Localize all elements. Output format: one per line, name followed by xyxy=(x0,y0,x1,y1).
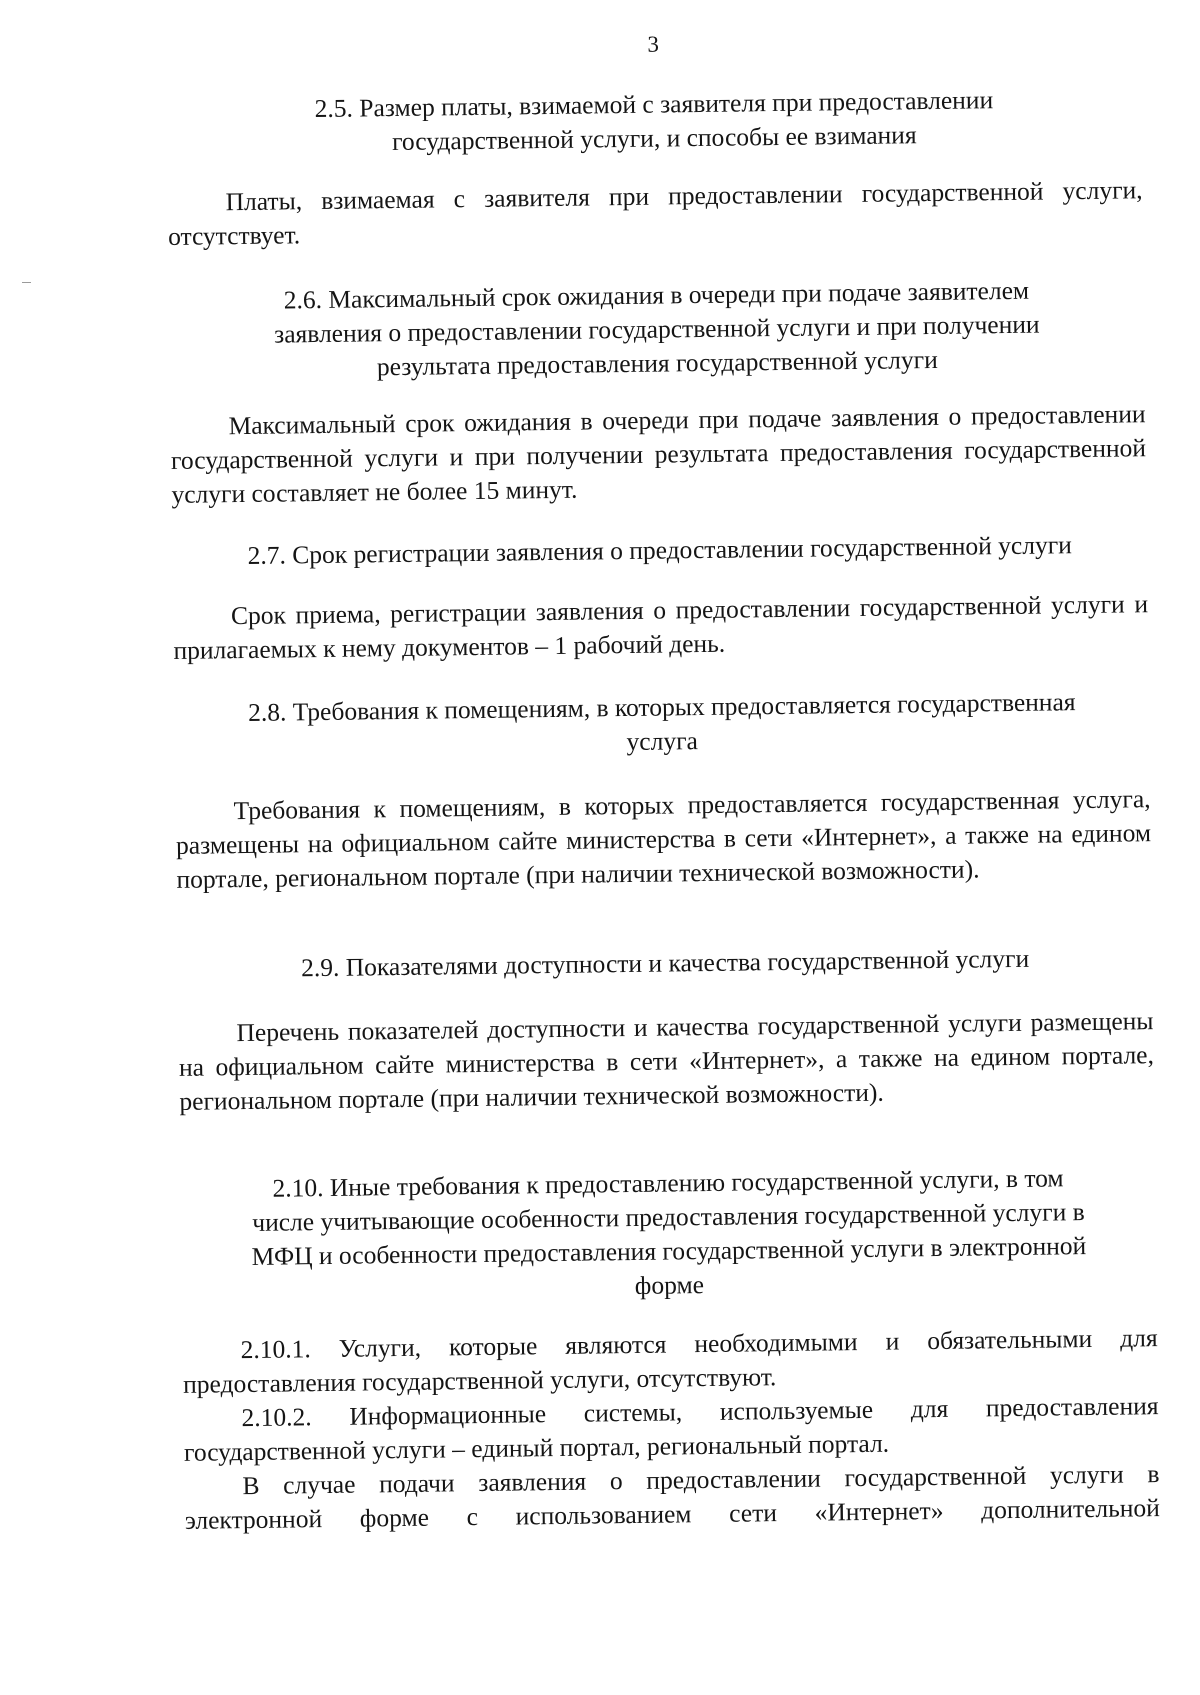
paragraph-2-10-1: 2.10.1. Услуги, которые являются необходимыми и обязательными для предоставления государственной услуги, отсутствуют. xyxy=(182,1323,1158,1399)
section-2-7-body xyxy=(173,587,1149,668)
heading-line: результата предоставления государственной услуги xyxy=(376,344,938,382)
heading-line: 2.10. Иные требования к предоставлению государственной услуги, в том xyxy=(272,1163,1064,1203)
section-2-8-body xyxy=(175,782,1151,897)
section-2-8-heading xyxy=(174,684,1150,765)
section-2-5-heading xyxy=(166,81,1142,162)
heading-line: МФЦ и особенности предоставления государственной услуги в электронной xyxy=(251,1231,1087,1271)
section-2-9-body xyxy=(178,1004,1154,1119)
paragraph: Платы, взимаемая с заявителя при предоставлении государственной услуги, отсутствует. xyxy=(167,175,1143,251)
heading-line: 2.5. Размер платы, взимаемой с заявителя при предоставлении xyxy=(314,85,994,124)
heading-line: 2.9. Показателями доступности и качества государственной услуги xyxy=(300,943,1030,983)
section-2-9-heading xyxy=(177,940,1152,987)
paragraph: Требования к помещениям, в которых предоставляется государственная услуга, размещены на официальном сайте министерства в сети «Интернет», а также на едином портале, региональном портале (при наличии технической возможности). xyxy=(175,784,1152,894)
section-2-7-heading xyxy=(172,527,1147,574)
scan-artifact xyxy=(22,282,31,283)
paragraph: Максимальный срок ожидания в очереди при подаче заявления о предоставлении государственной услуги и при получении результата предоставления государственной услуги составляет не более 15 минут. xyxy=(170,399,1147,509)
page-number: 3 xyxy=(647,31,660,57)
section-2-6-heading xyxy=(169,272,1145,387)
heading-line: государственной услуги, и способы ее взимания xyxy=(391,120,917,157)
paragraph-2-10-2: 2.10.2. Информационные системы, используемые для предоставления государственной услуги – единый портал, региональный портал. xyxy=(183,1391,1159,1467)
paragraph: Перечень показателей доступности и качества государственной услуги размещены на официальном сайте министерства в сети «Интернет», а также на едином портале, региональном портале (при наличии технической возможности). xyxy=(178,1006,1155,1116)
paragraph: В случае подачи заявления о предоставлении государственной услуги в электронной форме с использованием сети «Интернет» дополнительной xyxy=(184,1459,1161,1535)
heading-line: услуга xyxy=(626,726,699,757)
heading-line: 2.6. Максимальный срок ожидания в очереди при подаче заявителем xyxy=(283,275,1030,315)
section-2-5-body xyxy=(167,173,1143,254)
section-2-6-body xyxy=(170,397,1146,512)
paragraph: Срок приема, регистрации заявления о предоставлении государственной услуги и прилагаемых к нему документов – 1 рабочий день. xyxy=(173,589,1149,665)
heading-line: 2.7. Срок регистрации заявления о предоставлении государственной услуги xyxy=(247,530,1073,570)
heading-line: числе учитывающие особенности предоставления государственной услуги в xyxy=(252,1197,1085,1237)
section-2-10-body xyxy=(182,1321,1160,1538)
heading-line: 2.8. Требования к помещениям, в которых предоставляется государственная xyxy=(247,687,1076,727)
heading-line: форме xyxy=(634,1270,705,1300)
section-2-10-heading xyxy=(180,1160,1157,1309)
heading-line: заявления о предоставлении государственной услуги и при получении xyxy=(273,309,1040,349)
